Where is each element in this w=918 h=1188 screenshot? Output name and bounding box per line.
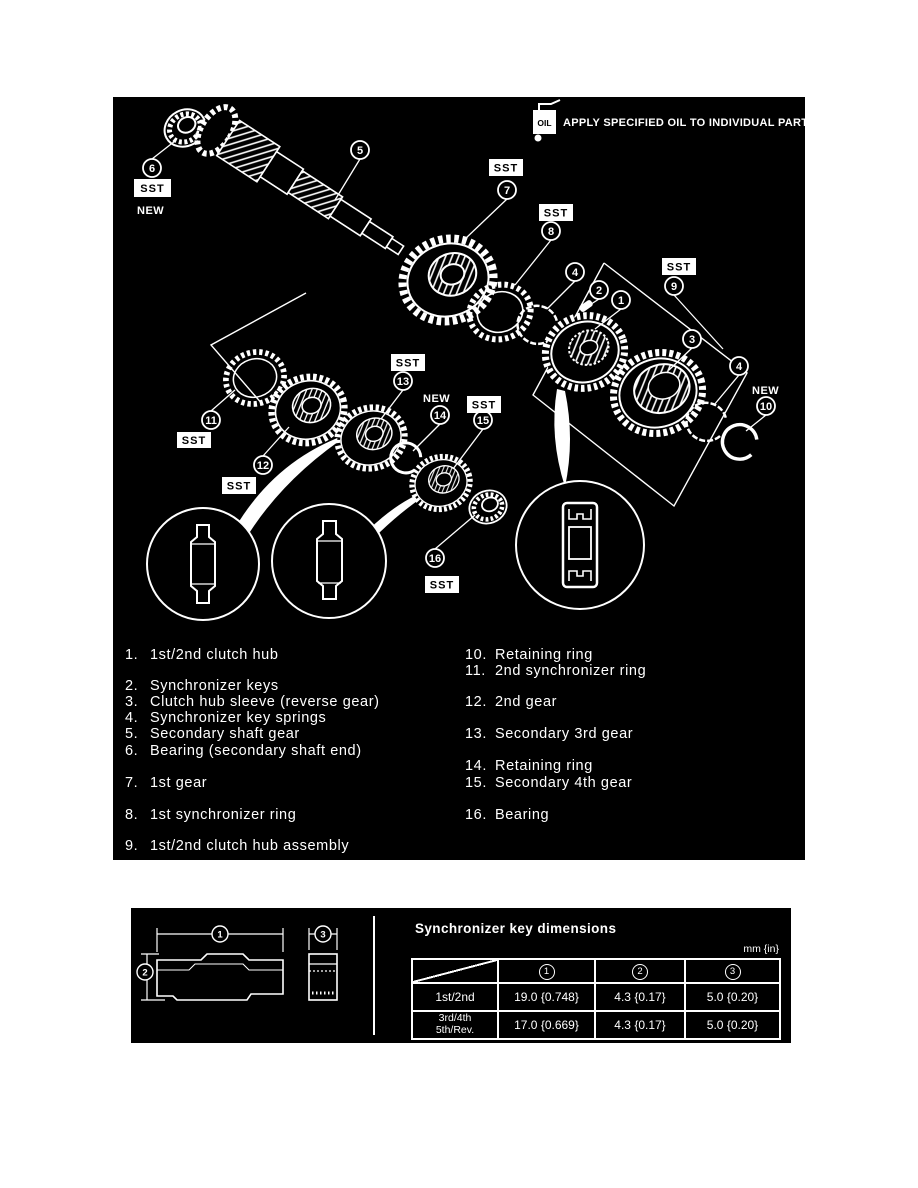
svg-text:SST: SST [395,357,421,370]
oil-note-text: APPLY SPECIFIED OIL TO INDIVIDUAL PARTS [563,117,805,129]
parts-list-item-label: Synchronizer key springs [150,710,327,726]
svg-text:13: 13 [396,376,410,388]
exploded-view-panel [113,97,805,860]
parts-list-item-label: 1st/2nd clutch hub assembly [150,838,350,854]
new-label: NEW [137,205,165,217]
parts-list-item-label: Retaining ring [495,758,593,774]
parts-list-item-label: Clutch hub sleeve (reverse gear) [150,694,380,710]
parts-list-item [465,694,557,710]
parts-list-item [465,807,549,823]
svg-text:1: 1 [217,929,223,941]
parts-list-item-number: 9. [125,838,139,854]
col-header-3 [685,959,780,983]
units-label: mm {in} [743,943,779,955]
parts-list-item-label: Synchronizer keys [150,678,279,694]
parts-list-item-label: Bearing (secondary shaft end) [150,743,362,759]
svg-text:SST: SST [493,162,519,175]
parts-list-item [125,807,296,823]
parts-list-item [125,838,349,854]
parts-list-item-label: Bearing [495,807,550,823]
svg-text:9: 9 [670,281,678,293]
new-label: NEW [752,385,780,397]
svg-text:5: 5 [356,145,364,157]
parts-list-item [465,758,593,774]
svg-text:SST: SST [543,207,569,220]
table-row-3rd-4th-5th-rev [412,1011,780,1039]
svg-text:SST: SST [666,261,692,274]
svg-text:SST: SST [471,399,497,412]
svg-text:SST: SST [429,579,455,592]
svg-text:14: 14 [433,410,447,422]
parts-list-item-number: 8. [125,807,139,823]
svg-text:16: 16 [428,553,442,565]
dim-value: 17.0 {0.669} [498,1011,595,1039]
svg-text:15: 15 [476,415,490,427]
svg-text:SST: SST [140,183,165,195]
parts-list-item-number: 3. [125,694,139,710]
svg-text:3: 3 [688,334,696,346]
table-row-1st-2nd [412,983,780,1011]
parts-list-item [125,647,279,663]
parts-list-item-label: 2nd gear [495,694,558,710]
dim-value: 5.0 {0.20} [685,983,780,1011]
parts-list-item-label: Secondary 3rd gear [495,726,634,742]
svg-text:OIL: OIL [537,118,552,128]
svg-text:6: 6 [148,163,156,175]
parts-list-item-label: 2nd synchronizer ring [495,663,647,679]
new-label: NEW [423,393,451,405]
parts-list-item-number: 11. [465,663,486,679]
parts-list-item [125,678,279,694]
parts-list-item-number: 6. [125,743,139,759]
svg-text:10: 10 [759,401,773,413]
circled-3: 3 [725,964,741,980]
parts-list-item-label: Secondary 4th gear [495,775,633,791]
parts-list-item [125,775,207,791]
panel-divider [373,916,375,1035]
table-corner-cell [412,959,498,983]
svg-text:SST: SST [226,480,252,493]
parts-list-item-number: 4. [125,710,139,726]
key-dimension-drawing [131,908,381,1043]
dim-value: 5.0 {0.20} [685,1011,780,1039]
svg-text:7: 7 [503,185,511,197]
dim-value: 4.3 {0.17} [595,983,685,1011]
svg-text:2: 2 [595,285,603,297]
parts-list-item [125,710,326,726]
parts-list-item-number: 15. [465,775,487,791]
parts-list-item-number: 12. [465,694,487,710]
col-header-1 [498,959,595,983]
svg-text:4: 4 [571,267,579,279]
col-header-2 [595,959,685,983]
row-label: 3rd/4th 5th/Rev. [412,1011,498,1039]
parts-list-item [465,663,646,679]
dim-callout-1 [212,926,228,942]
svg-text:1: 1 [617,295,625,307]
svg-text:3: 3 [320,929,326,941]
dim-value: 4.3 {0.17} [595,1011,685,1039]
parts-list-item-number: 16. [465,807,487,823]
parts-list-item-label: Secondary shaft gear [150,726,300,742]
parts-list-item [125,694,380,710]
svg-text:11: 11 [205,415,217,427]
svg-text:12: 12 [256,460,270,472]
parts-list-item-label: Retaining ring [495,647,593,663]
dim-value: 19.0 {0.748} [498,983,595,1011]
dim-callout-2 [137,964,153,980]
parts-list-item [465,775,632,791]
key-dimensions-table [411,958,781,1040]
parts-list-item-number: 1. [125,647,139,663]
svg-text:8: 8 [547,226,555,238]
parts-list-item-number: 13. [465,726,487,742]
parts-list-item-label: 1st synchronizer ring [150,807,297,823]
parts-list-item [465,647,593,663]
parts-list-item-number: 14. [465,758,487,774]
parts-list-item-number: 5. [125,726,139,742]
dim-callout-3 [315,926,331,942]
parts-list-item-label: 1st/2nd clutch hub [150,647,279,663]
svg-text:4: 4 [735,361,743,373]
svg-text:SST: SST [181,435,207,447]
circled-2: 2 [632,964,648,980]
dimensions-title: Synchronizer key dimensions [415,921,617,936]
key-dimensions-panel [131,908,791,1043]
parts-list-item-label: 1st gear [150,775,208,791]
parts-list-item-number: 10. [465,647,487,663]
parts-list-item-number: 2. [125,678,139,694]
svg-text:2: 2 [142,967,148,979]
parts-list-item [125,743,362,759]
table-header-row [412,959,780,983]
parts-list-item-number: 7. [125,775,139,791]
parts-list-item [465,726,633,742]
parts-list [113,97,805,860]
parts-list-item [125,726,300,742]
row-label: 1st/2nd [412,983,498,1011]
circled-1: 1 [539,964,555,980]
key-side-view [141,928,283,1000]
